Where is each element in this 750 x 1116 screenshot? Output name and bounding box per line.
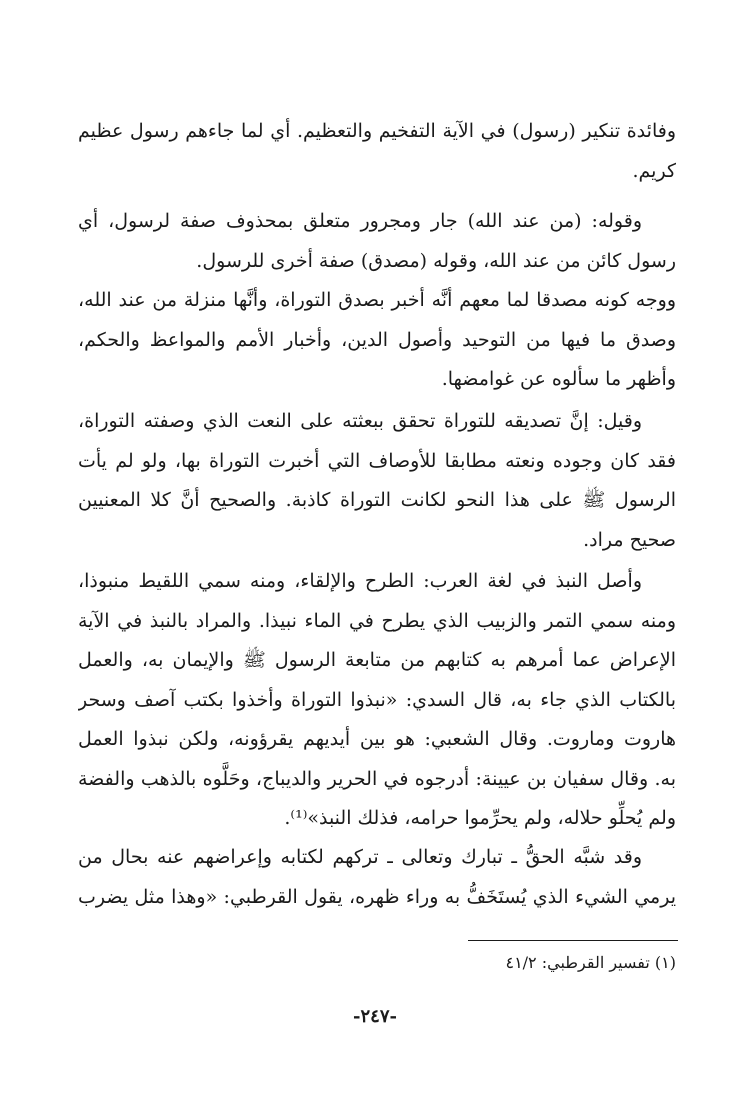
text-line: صحيح مراد.: [583, 528, 676, 551]
text-line: بالكتاب الذي جاء به، قال السدي: «نبذوا التوراة وأخذوا بكتب آصف وسحر: [78, 688, 676, 711]
text-line: الإعراض عما أمرهم به كتابهم من متابعة الرسول ﷺ والإيمان به، والعمل: [78, 649, 676, 671]
text-line: ومنه سمي التمر والزبيب الذي يطرح في الماء نبيذا. والمراد بالنبذ في الآية: [78, 609, 676, 632]
page-number: -٢٤٧-: [353, 1006, 397, 1027]
text-line: وقد شبَّه الحقُّ ـ تبارك وتعالى ـ تركهم لكتابه وإعراضهم عنه بحال من: [78, 846, 642, 868]
text-line: ولم يُحلِّو حلاله، ولم يحرِّموا حرامه، فذلك النبذ»⁽¹⁾.: [284, 807, 676, 829]
footnote-separator: [468, 940, 678, 941]
text-line: وقيل: إنَّ تصديقه للتوراة تحقق ببعثته على النعت الذي وصفته التوراة،: [78, 410, 642, 432]
text-line: وقوله: (من عند الله) جار ومجرور متعلق بمحذوف صفة لرسول، أي: [78, 210, 642, 232]
paragraph-3: [78, 402, 676, 560]
text-line: ووجه كونه مصدقا لما معهم أنَّه أخبر بصدق التوراة، وأنَّها منزلة من عند الله،: [78, 289, 676, 311]
paragraph-2: [78, 202, 676, 400]
text-line: وأظهر ما سألوه عن غوامضها.: [441, 368, 676, 390]
paragraph-1: [78, 112, 676, 191]
footnote: (١) تفسير القرطبي: ٤١/٢: [505, 953, 676, 972]
text-line: رسول كائن من عند الله، وقوله (مصدق) صفة أخرى للرسول.: [196, 249, 676, 272]
text-line: وصدق ما فيها من التوحيد وأصول الدين، وأخبار الأمم والمواعظ والحكم،: [78, 328, 676, 351]
text-line: وأصل النبذ في لغة العرب: الطرح والإلقاء، ومنه سمي اللقيط منبوذا،: [78, 570, 642, 592]
text-line: كريم.: [632, 159, 676, 182]
text-line: يرمي الشيء الذي يُستَخَفُّ به وراء ظهره، يقول القرطبي: «وهذا مثل يضرب: [78, 885, 676, 908]
paragraph-4: [78, 562, 676, 839]
text-line: به. وقال سفيان بن عيينة: أدرجوه في الحرير والديباج، وحَلَّوه بالذهب والفضة: [78, 767, 676, 790]
text-line: فقد كان وجوده ونعته مطابقا للأوصاف التي أخبرت التوراة بها، ولو لم يأت: [78, 449, 676, 472]
text-line: الرسول ﷺ على هذا النحو لكانت التوراة كاذبة. والصحيح أنَّ كلا المعنيين: [78, 489, 676, 511]
text-line: هاروت وماروت. وقال الشعبي: هو بين أيديهم يقرؤونه، ولكن نبذوا العمل: [78, 728, 676, 750]
text-line: وفائدة تنكير (رسول) في الآية التفخيم والتعظيم. أي لما جاءهم رسول عظيم: [78, 120, 676, 142]
paragraph-5: [78, 838, 676, 917]
